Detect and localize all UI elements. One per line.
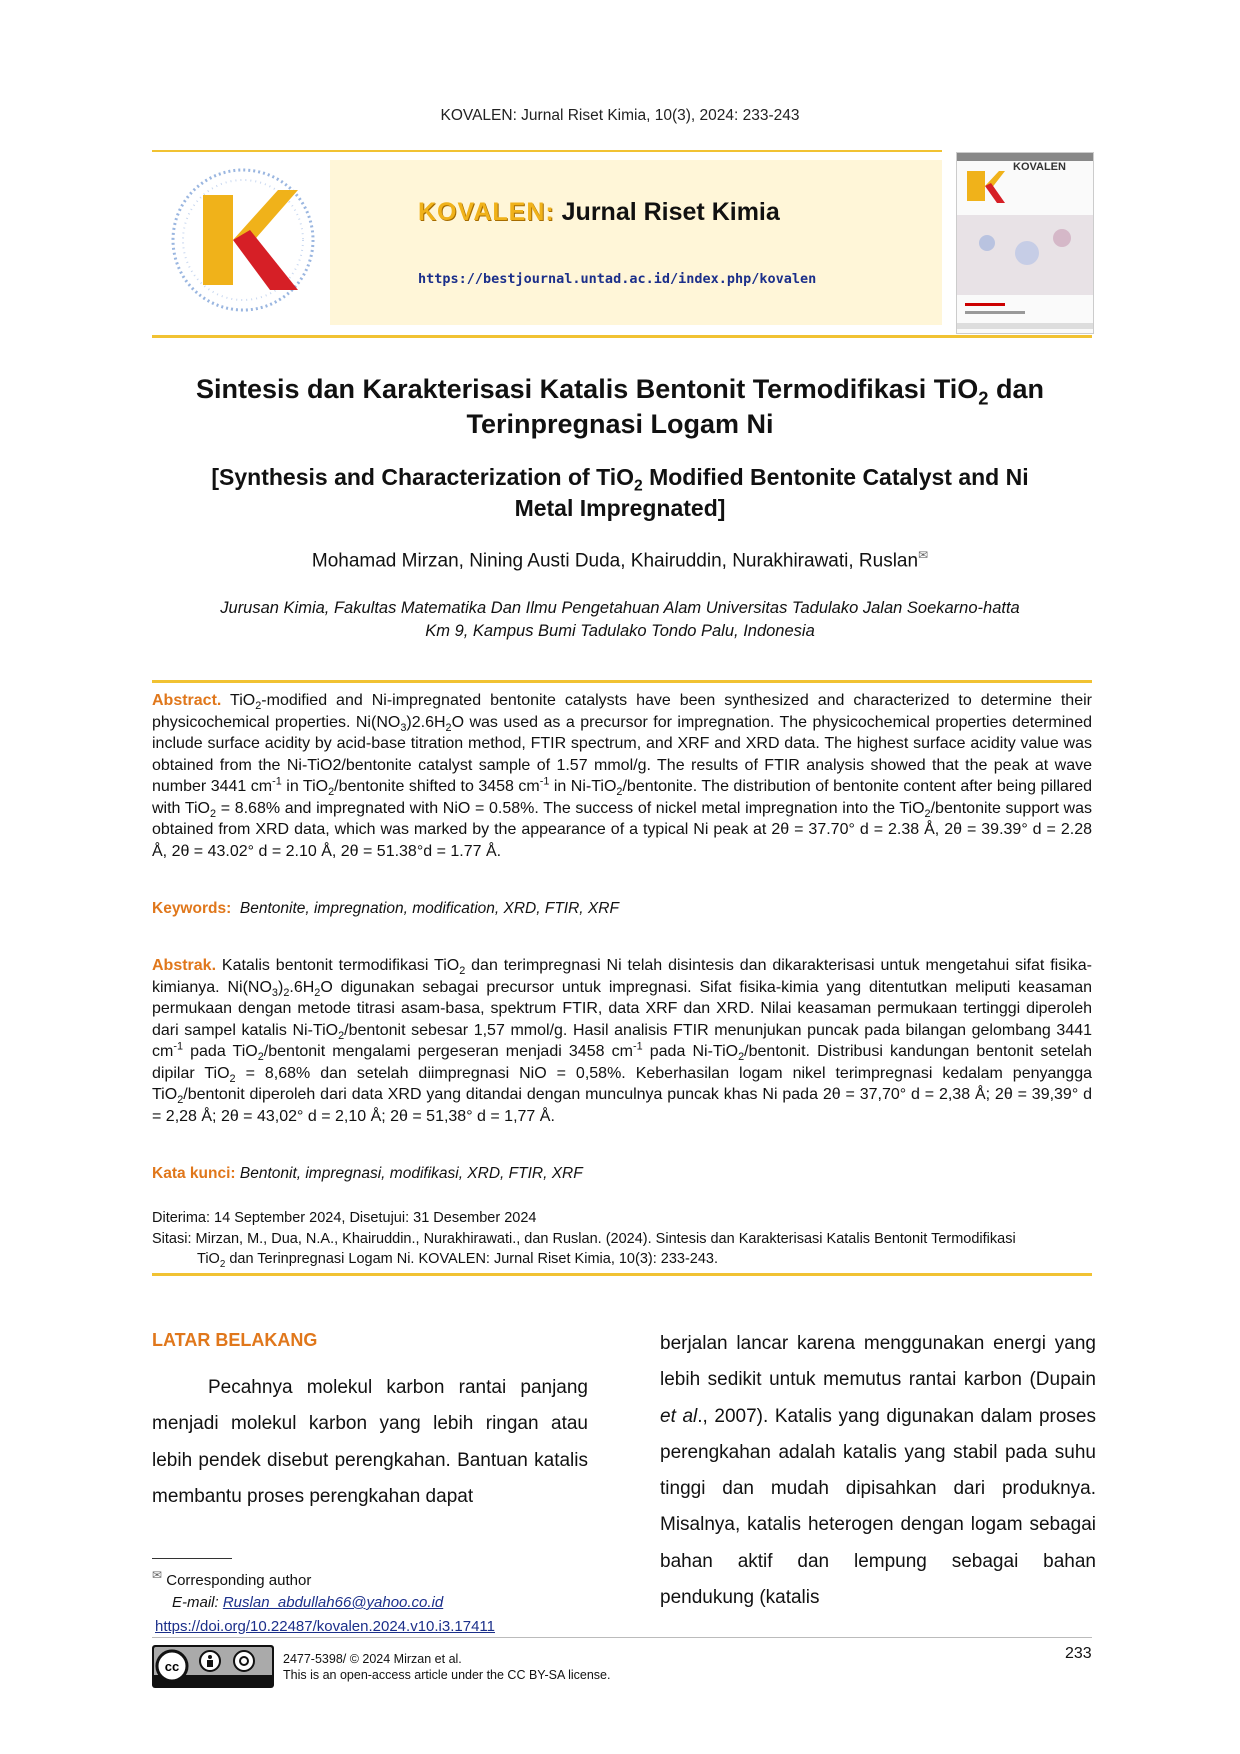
abstract-text: /bentonite shifted to 3458 cm [334, 778, 540, 795]
citation-text: Sitasi: Mirzan, M., Dua, N.A., Khairuddin., Nurakhirawati., dan Ruslan. (2024). Sintesis dan Karakterisasi Katalis Bentonit Termodifikasi [152, 1231, 1016, 1247]
subscript: 2 [616, 786, 623, 799]
subscript: 2 [328, 786, 335, 799]
abstrak-text: .6H [289, 978, 315, 996]
abstract-text: in Ni-TiO [549, 778, 617, 795]
keywords-english [152, 898, 1092, 920]
body-column-left [152, 1370, 588, 1515]
abstract-text: = 8.68% and impregnated with NiO = 0.58%. The success of nickel metal impregnation into the TiO [216, 799, 925, 817]
footnote-rule [152, 1558, 232, 1559]
subtitle-text: Modified Bentonite Catalyst and Ni [642, 464, 1029, 490]
keywords-indonesian [152, 1163, 1092, 1185]
abstrak-text: /bentonit diperoleh dari data XRD yang ditandai dengan munculnya puncak khas Ni pada 2θ = 37,70° d = 2,38 Å; 2θ = 39,39° d = 2,28 Å; 2θ = 43,02° d = 2,10 Å; 2θ = 51,38° d = 1,77 Å. [152, 1086, 1092, 1125]
body-text: berjalan lancar karena menggunakan energi yang lebih sedikit untuk memutus rantai karbon (Dupain [660, 1333, 1096, 1391]
header-bottom-rule [152, 335, 1092, 338]
abstract-indonesian [152, 955, 1092, 1127]
subscript: 2 [210, 807, 217, 820]
title-text: Sintesis dan Karakterisasi Katalis Bentonit Termodifikasi TiO [196, 374, 979, 404]
header-top-rule [152, 150, 942, 152]
cc-by-sa-license-badge[interactable] [152, 1645, 274, 1688]
superscript: -1 [632, 1040, 643, 1053]
page-number: 233 [1065, 1645, 1092, 1662]
journal-name: Jurnal Riset Kimia [554, 198, 780, 226]
abstrak-label: Abstrak. [152, 957, 217, 974]
abstrak-text: pada Ni-TiO [642, 1043, 739, 1060]
citation-text: TiO [197, 1251, 220, 1267]
subscript: 2 [924, 807, 931, 820]
body-text: Pecahnya molekul karbon rantai panjang menjadi molekul karbon yang lebih ringan atau lebih pendek disebut perengkahan. Bantuan katalis membantu proses perengkahan dapat [152, 1377, 588, 1507]
affiliation-line: Km 9, Kampus Bumi Tadulako Tondo Palu, Indonesia [425, 622, 815, 640]
body-text: ., 2007). Katalis yang digunakan dalam proses perengkahan adalah katalis yang stabil pada suhu tinggi dan mudah dipisahkan dari produknya. Misalnya, katalis heterogen dengan logam sebagai bahan aktif dan lempung sebagai bahan pendukung (katalis [660, 1405, 1096, 1609]
subscript: 3 [271, 986, 278, 999]
title-subscript: 2 [978, 387, 989, 409]
subscript: 2 [257, 1051, 264, 1064]
abstract-text: )2.6H [406, 713, 446, 731]
superscript: -1 [539, 775, 550, 788]
abstract-label: Abstract. [152, 692, 222, 709]
info-bottom-rule [152, 1273, 1092, 1276]
subscript: 2 [314, 986, 321, 999]
journal-brand: KOVALEN: [418, 198, 555, 226]
abstrak-text: dan terimpregnasi Ni telah disintesis dan dikarakterisasi untuk mengetahui sifat fisika-kimianya. Ni(NO [152, 957, 1093, 996]
footer-rule [152, 1637, 1092, 1638]
subscript: 2 [283, 986, 290, 999]
abstrak-text: Katalis bentonit termodifikasi TiO [216, 957, 460, 974]
abstrak-text: /bentonit sebesar 1,57 mmol/g. Hasil analisis FTIR menunjukan puncak pada bilangan gelombang 3441 cm [152, 1021, 1093, 1060]
abstrak-text: /bentonit mengalami pergeseran menjadi 3458 cm [263, 1043, 633, 1060]
subscript: 2 [177, 1094, 184, 1107]
footnote [152, 1564, 443, 1614]
received-accepted-dates: Diterima: 14 September 2024, Disetujui: 31 Desember 2024 [152, 1210, 537, 1226]
abstrak-text: O digunakan sebagai precursor untuk impregnasi. Sifat fisika-kimia yang ditentutkan meliputi keasaman permukaan dengan metode titrasi asam-basa, spektrum FTIR, data XRF dan XRD. Nilai keasaman permukaan tertinggi diperoleh dari sampel katalis Ni-TiO [152, 978, 1093, 1039]
abstract-text: O was used as a precursor for impregnation. The physicochemical properties determined include surface acidity by acid-base titration method, FTIR spectrum, and XRF and XRD data. The highest surface acidity value was obtained from the Ni-TiO2/bentonite catalyst sample of 1.57 mmol/g. The results of FTIR analysis showed that the peak at wave number 3441 cm [152, 713, 1093, 795]
journal-logo [158, 160, 328, 320]
subscript: 2 [229, 1072, 236, 1085]
citation-text: dan Terinpregnasi Logam Ni. KOVALEN: Jurnal Riset Kimia, 10(3): 233-243. [225, 1251, 719, 1267]
corresponding-label: Corresponding author [166, 1572, 312, 1589]
abstrak-text: = 8,68% dan setelah diimpregnasi NiO = 0,58%. Keberhasilan logam nikel terimpregnasi kedalam penyangga TiO [152, 1064, 1092, 1103]
abstract-text: in TiO [281, 778, 329, 795]
section-heading: LATAR BELAKANG [152, 1330, 318, 1350]
kata-kunci-label: Kata kunci: [152, 1165, 236, 1182]
subscript: 2 [738, 1051, 745, 1064]
subtitle-text: [Synthesis and Characterization of TiO [211, 464, 634, 490]
cover-label: KOVALEN [1013, 161, 1066, 173]
subscript: 2 [338, 1029, 345, 1042]
subtitle-text: Metal Impregnated] [514, 495, 726, 521]
body-column-right [660, 1326, 1096, 1616]
abstrak-text: pada TiO [183, 1043, 258, 1060]
kata-kunci-text: Bentonit, impregnasi, modifikasi, XRD, FTIR, XRF [239, 1165, 583, 1182]
paper-english-title [140, 462, 1100, 524]
abstract-top-rule [152, 680, 1092, 683]
subscript: 2 [219, 1258, 226, 1270]
affiliation [150, 597, 1090, 643]
abstract-text: -modified and Ni-impregnated bentonite catalysts have been synthesized and characterized to determine their physicochemical properties. Ni(NO [152, 692, 1092, 731]
journal-cover-thumbnail [956, 152, 1094, 334]
title-text: Terinpregnasi Logam Ni [466, 409, 774, 439]
abstract-english [152, 690, 1092, 862]
citation-block [152, 1229, 1092, 1269]
svg-text:cc: cc [164, 1659, 180, 1674]
author-list [140, 548, 1100, 572]
superscript: -1 [272, 775, 282, 788]
envelope-icon: ✉ [918, 548, 929, 562]
journal-url-link[interactable]: https://bestjournal.untad.ac.id/index.php/kovalen [418, 271, 817, 287]
subscript: 3 [400, 721, 407, 734]
email-link[interactable]: Ruslan_abdullah66@yahoo.co.id [222, 1594, 444, 1611]
journal-banner [330, 160, 942, 325]
abstrak-text: ) [277, 978, 284, 996]
superscript: -1 [173, 1040, 183, 1053]
journal-banner-title [418, 198, 780, 227]
affiliation-line: Jurusan Kimia, Fakultas Matematika Dan Ilmu Pengetahuan Alam Universitas Tadulako Jalan Soekarno-hatta [220, 599, 1020, 617]
subscript: 2 [445, 721, 452, 734]
license-text [283, 1651, 610, 1683]
subscript: 2 [255, 700, 262, 713]
keywords-label: Keywords: [152, 900, 232, 917]
subscript: 2 [459, 965, 466, 978]
license-line: 2477-5398/ © 2024 Mirzan et al. [283, 1652, 462, 1666]
journal-citation-header: KOVALEN: Jurnal Riset Kimia, 10(3), 2024: 233-243 [440, 107, 800, 124]
title-text: dan [988, 374, 1044, 404]
envelope-icon: ✉ [152, 1568, 163, 1582]
email-label: E-mail: [172, 1594, 223, 1611]
keywords-text: Bentonite, impregnation, modification, XRD, FTIR, XRF [239, 900, 619, 917]
doi-link[interactable]: https://doi.org/10.22487/kovalen.2024.v10.i3.17411 [155, 1618, 495, 1635]
paper-title [140, 372, 1100, 442]
subtitle-subscript: 2 [633, 477, 643, 495]
abstract-text: TiO [221, 692, 256, 709]
license-line: This is an open-access article under the CC BY-SA license. [283, 1668, 611, 1682]
abstract-text: /bentonite. The distribution of bentonite content after being pillared with TiO [152, 778, 1093, 817]
authors-text: Mohamad Mirzan, Nining Austi Duda, Khairuddin, Nurakhirawati, Ruslan [311, 550, 919, 572]
abstract-text: /bentonite support was obtained from XRD data, which was marked by the appearance of a typical Ni peak at 2θ = 37.70° d = 2.38 Å, 2θ = 39.39° d = 2.28 Å, 2θ = 43.02° d = 2.10 Å, 2θ = 51.38°d = 1.77 Å. [152, 799, 1092, 860]
body-text-italic: et al [660, 1405, 698, 1427]
abstrak-text: /bentonit. Distribusi kandungan bentonit setelah dipilar TiO [152, 1043, 1093, 1082]
